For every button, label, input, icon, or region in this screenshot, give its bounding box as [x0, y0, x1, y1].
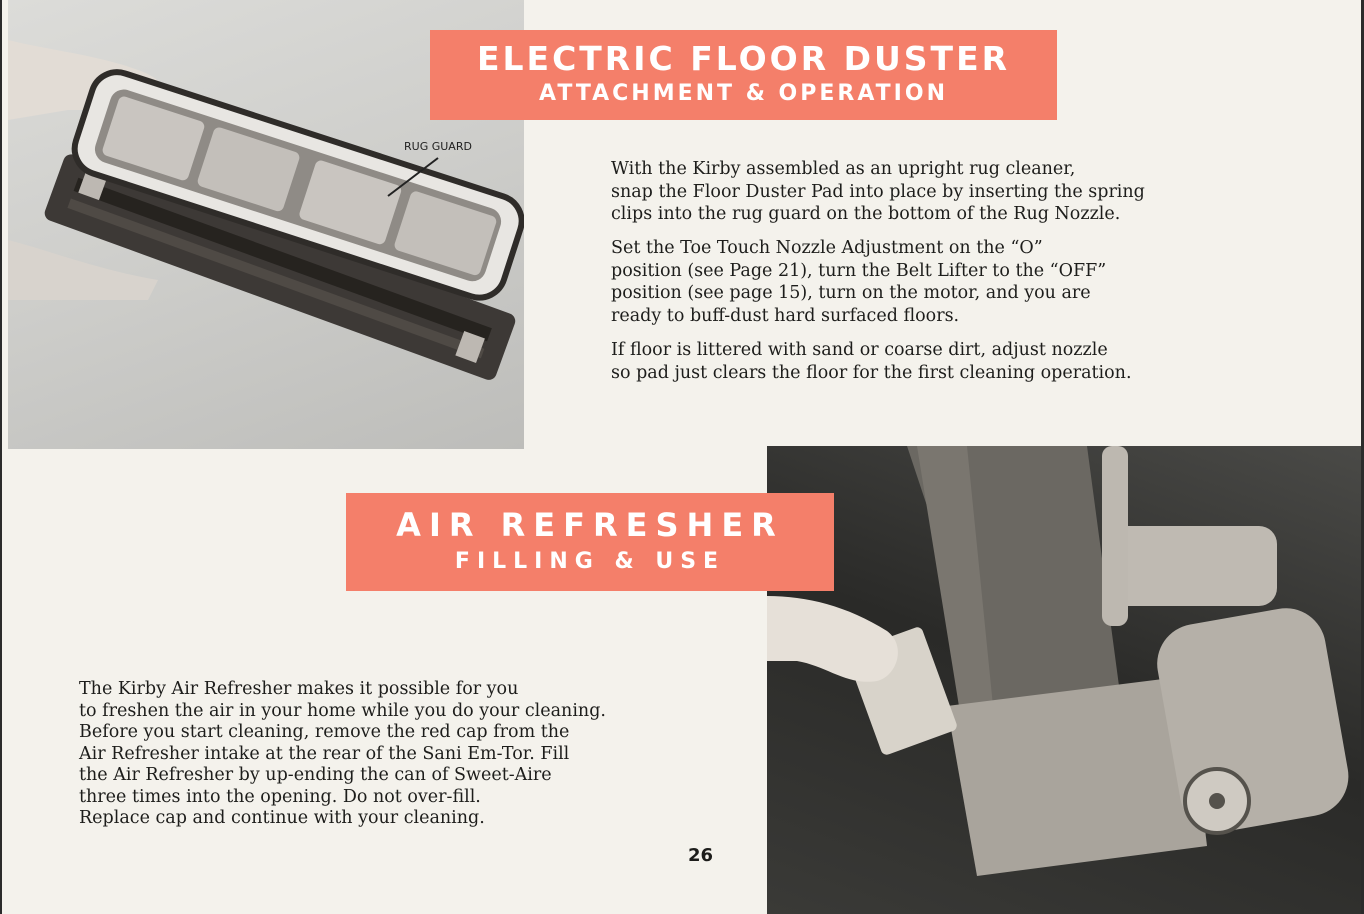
duster-paragraph-1 [611, 158, 1311, 226]
text-line: The Kirby Air Refresher makes it possible for you [79, 679, 519, 699]
heading-line-2: ATTACHMENT & OPERATION [539, 81, 948, 106]
floor-duster-heading [430, 30, 1057, 120]
text-line: clips into the rug guard on the bottom of the Rug Nozzle. [611, 204, 1121, 224]
air-refresher-illustration [767, 446, 1361, 914]
rug-guard-label: RUG GUARD [404, 140, 472, 153]
air-refresher-paragraph [79, 679, 759, 830]
text-line: Air Refresher intake at the rear of the Sani Em-Tor. Fill [79, 743, 570, 764]
duster-paragraph-3 [611, 339, 1311, 384]
text-line: Before you start cleaning, remove the red cap from the [79, 722, 570, 742]
text-line: ready to buff-dust hard surfaced floors. [611, 305, 960, 326]
text-line: to freshen the air in your home while you do your cleaning. [79, 700, 606, 721]
text-line: the Air Refresher by up-ending the can of Sweet-Aire [79, 765, 552, 785]
text-line: With the Kirby assembled as an upright rug cleaner, [611, 159, 1076, 179]
page-number: 26 [688, 845, 714, 866]
heading-line-1: AIR REFRESHER [396, 506, 784, 544]
air-refresher-heading [346, 493, 834, 591]
heading-line-1: ELECTRIC FLOOR DUSTER [476, 39, 1011, 78]
text-line: Replace cap and continue with your cleaning. [79, 808, 485, 828]
text-line: so pad just clears the floor for the first cleaning operation. [611, 362, 1132, 383]
duster-paragraph-2 [611, 237, 1311, 327]
air-refresher-photo [767, 446, 1361, 914]
text-line: position (see Page 21), turn the Belt Lifter to the “OFF” [611, 260, 1107, 281]
text-line: If floor is littered with sand or coarse dirt, adjust nozzle [611, 340, 1108, 360]
text-line: position (see page 15), turn on the motor, and you are [611, 283, 1091, 303]
text-line: Set the Toe Touch Nozzle Adjustment on the “O” [611, 238, 1043, 258]
text-line: snap the Floor Duster Pad into place by inserting the spring [611, 181, 1145, 202]
heading-line-2: FILLING & USE [454, 549, 726, 574]
text-line: three times into the opening. Do not over-fill. [79, 786, 481, 807]
